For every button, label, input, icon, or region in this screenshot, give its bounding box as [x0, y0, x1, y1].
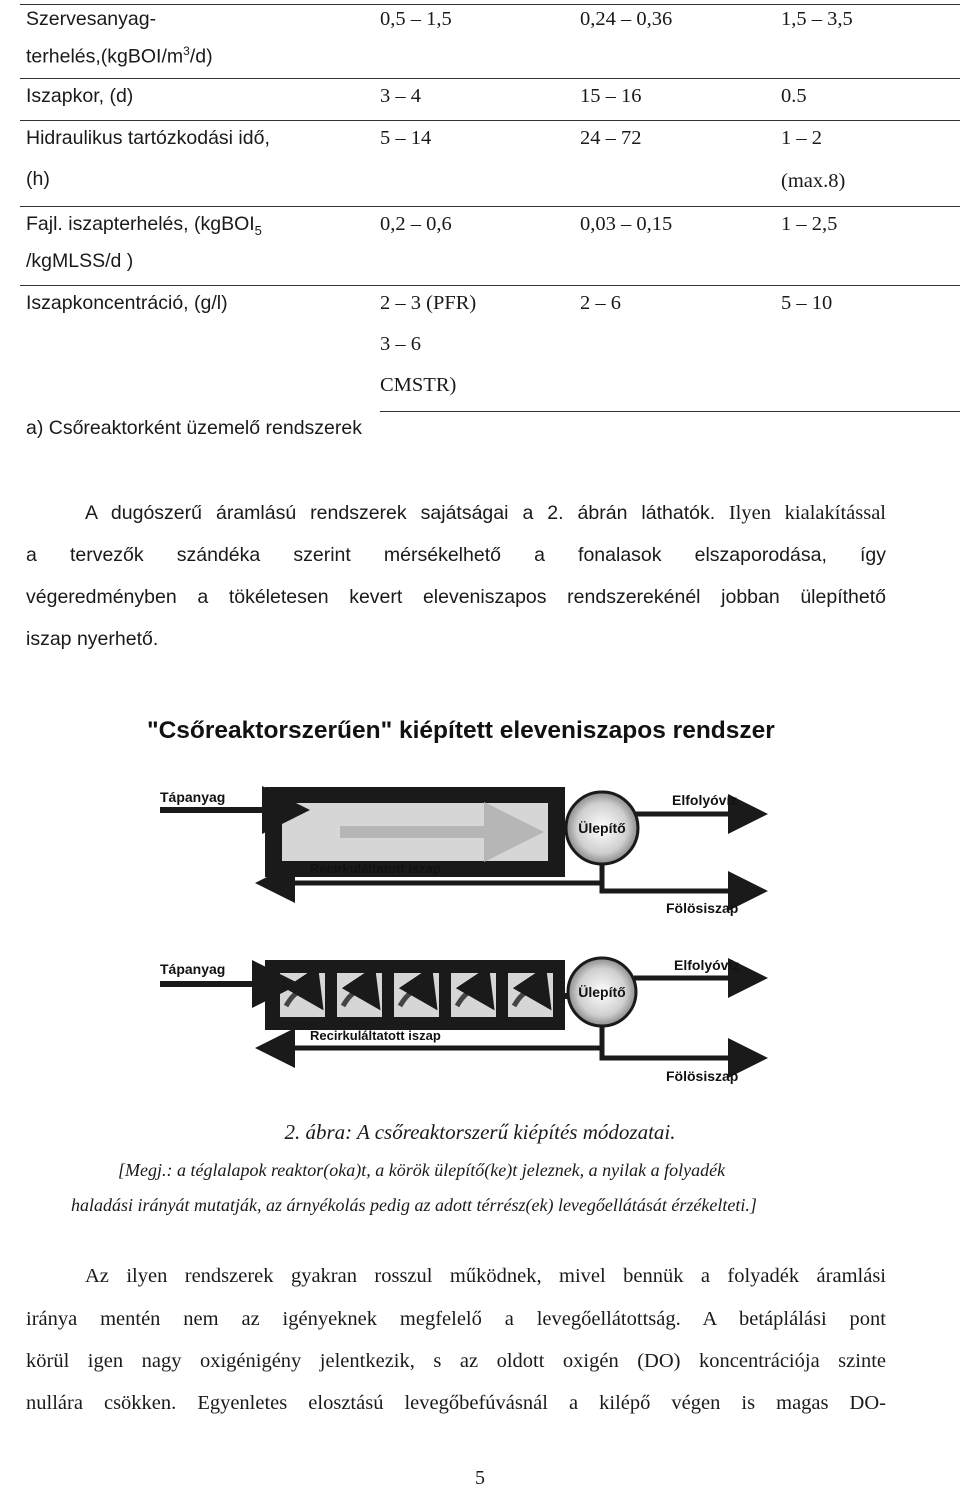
table-cell: 2 – 6 [580, 292, 621, 314]
table-cell: 24 – 72 [580, 127, 642, 149]
paragraph-2-line-3: körül igen nagy oxigénigény jelentkezik, s az oldott oxigén (DO) koncentrációja szinte [26, 1350, 886, 1372]
table-cell: 2 – 3 (PFR) [380, 292, 477, 314]
table-label-retention-line2: (h) [26, 168, 50, 190]
parameter-table [0, 0, 960, 439]
paragraph-2-line-4: nullára csökken. Egyenletes elosztású levegőbefúvásnál a kilépő végen is magas DO- [26, 1392, 886, 1414]
inflow-label-b: Tápanyag [160, 961, 226, 977]
table-cell: 3 – 4 [380, 85, 421, 107]
table-cell: 0,24 – 0,36 [580, 8, 673, 30]
table-footnote: a) Csőreaktorként üzemelő rendszerek [26, 417, 362, 439]
clarifier-label-a: Ülepítő [578, 820, 626, 836]
table-cell: CMSTR) [380, 374, 457, 396]
table-label-retention-line1: Hidraulikus tartózkodási idő, [26, 127, 270, 149]
inflow-label-a: Tápanyag [160, 789, 226, 805]
table-cell: 1 – 2 [781, 127, 822, 149]
reactor-b-cell-3 [394, 973, 439, 1017]
reactor-b-cell-4 [451, 973, 496, 1017]
outflow-label-b: Elfolyóvíz [674, 957, 740, 973]
table-rule [20, 285, 960, 286]
figure-caption: 2. ábra: A csőreaktorszerű kiépítés módozatai. [284, 1120, 676, 1144]
table-rule [20, 4, 960, 5]
paragraph-1-line-1: A dugószerű áramlású rendszerek sajátságai a 2. ábrán láthatók. Ilyen kialakítással [85, 502, 886, 524]
table-label-sludge-loading-line2: /kgMLSS/d ) [26, 250, 134, 272]
reactor-b-cell-5 [508, 973, 553, 1017]
table-cell: 1,5 – 3,5 [781, 8, 853, 30]
waste-line-a [602, 883, 758, 891]
table-cell: 1 – 2,5 [781, 213, 838, 235]
table-label-sludge-concentration: Iszapkoncentráció, (g/l) [26, 292, 228, 314]
table-label-sludge-loading-line1: Fajl. iszapterhelés, (kgBOI$_5$ [26, 213, 262, 238]
system-b [160, 957, 758, 1084]
waste-line-b [602, 1048, 758, 1058]
recycle-label-b: Recirkuláltatott iszap [310, 1028, 441, 1043]
paragraph-2-line-2: iránya mentén nem az igényeknek megfelelő a levegőellátottság. A betáplálási pont [26, 1308, 886, 1330]
waste-label-a: Fölösiszap [666, 900, 739, 916]
table-label-organic-load-line1: Szervesanyag- [26, 8, 157, 30]
table-cell: 0.5 [781, 85, 807, 107]
reactor-b-cell-1 [280, 973, 325, 1017]
table-cell: (max.8) [781, 170, 846, 192]
figure-note-line-1: [Megj.: a téglalapok reaktor(oka)t, a körök ülepítő(ke)t jeleznek, a nyilak a folyadék [118, 1160, 726, 1180]
paragraph-2-line-1: Az ilyen rendszerek gyakran rosszul működnek, mivel bennük a folyadék áramlási [85, 1265, 886, 1287]
paragraph-1-line-3: végeredményben a tökéletesen kevert eleveniszapos rendszerekénél jobban ülepíthető [26, 586, 886, 608]
paragraph-1-line-4: iszap nyerhető. [26, 628, 159, 650]
plug-flow-figure [110, 690, 850, 1105]
table-label-organic-load-line2: $terhelés,(kgBOI/m^3/d)$ [26, 44, 213, 68]
table-cell: 5 – 10 [781, 292, 833, 314]
clarifier-label-b: Ülepítő [578, 984, 626, 1000]
figure-title: "Csőreaktorszerűen" kiépített eleveniszapos rendszer [147, 717, 775, 744]
figure-note-line-2: haladási irányát mutatják, az árnyékolás pedig az adott térrész(ek) levegőellátását érzékelteti.] [71, 1195, 757, 1215]
waste-label-b: Fölösiszap [666, 1068, 739, 1084]
reactor-b-cell-2 [337, 973, 382, 1017]
table-cell: 0,03 – 0,15 [580, 213, 673, 235]
recycle-label-a: Recirkuláltatott iszap [310, 861, 441, 876]
table-cell: 0,2 – 0,6 [380, 213, 452, 235]
table-cell: 0,5 – 1,5 [380, 8, 452, 30]
outflow-label-a: Elfolyóvíz [672, 792, 738, 808]
table-rule [20, 78, 960, 79]
table-label-sludge-age: Iszapkor, (d) [26, 85, 134, 107]
page-number: 5 [475, 1467, 485, 1489]
paragraph-1-line-2: a tervezők szándéka szerint mérsékelhető a fonalasok elszaporodása, így [26, 544, 886, 566]
table-cell: 5 – 14 [380, 127, 432, 149]
table-cell: 3 – 6 [380, 333, 421, 355]
table-rule [380, 411, 960, 412]
table-cell: 15 – 16 [580, 85, 642, 107]
table-rule [20, 120, 960, 121]
table-rule [20, 206, 960, 207]
system-a [160, 787, 758, 916]
